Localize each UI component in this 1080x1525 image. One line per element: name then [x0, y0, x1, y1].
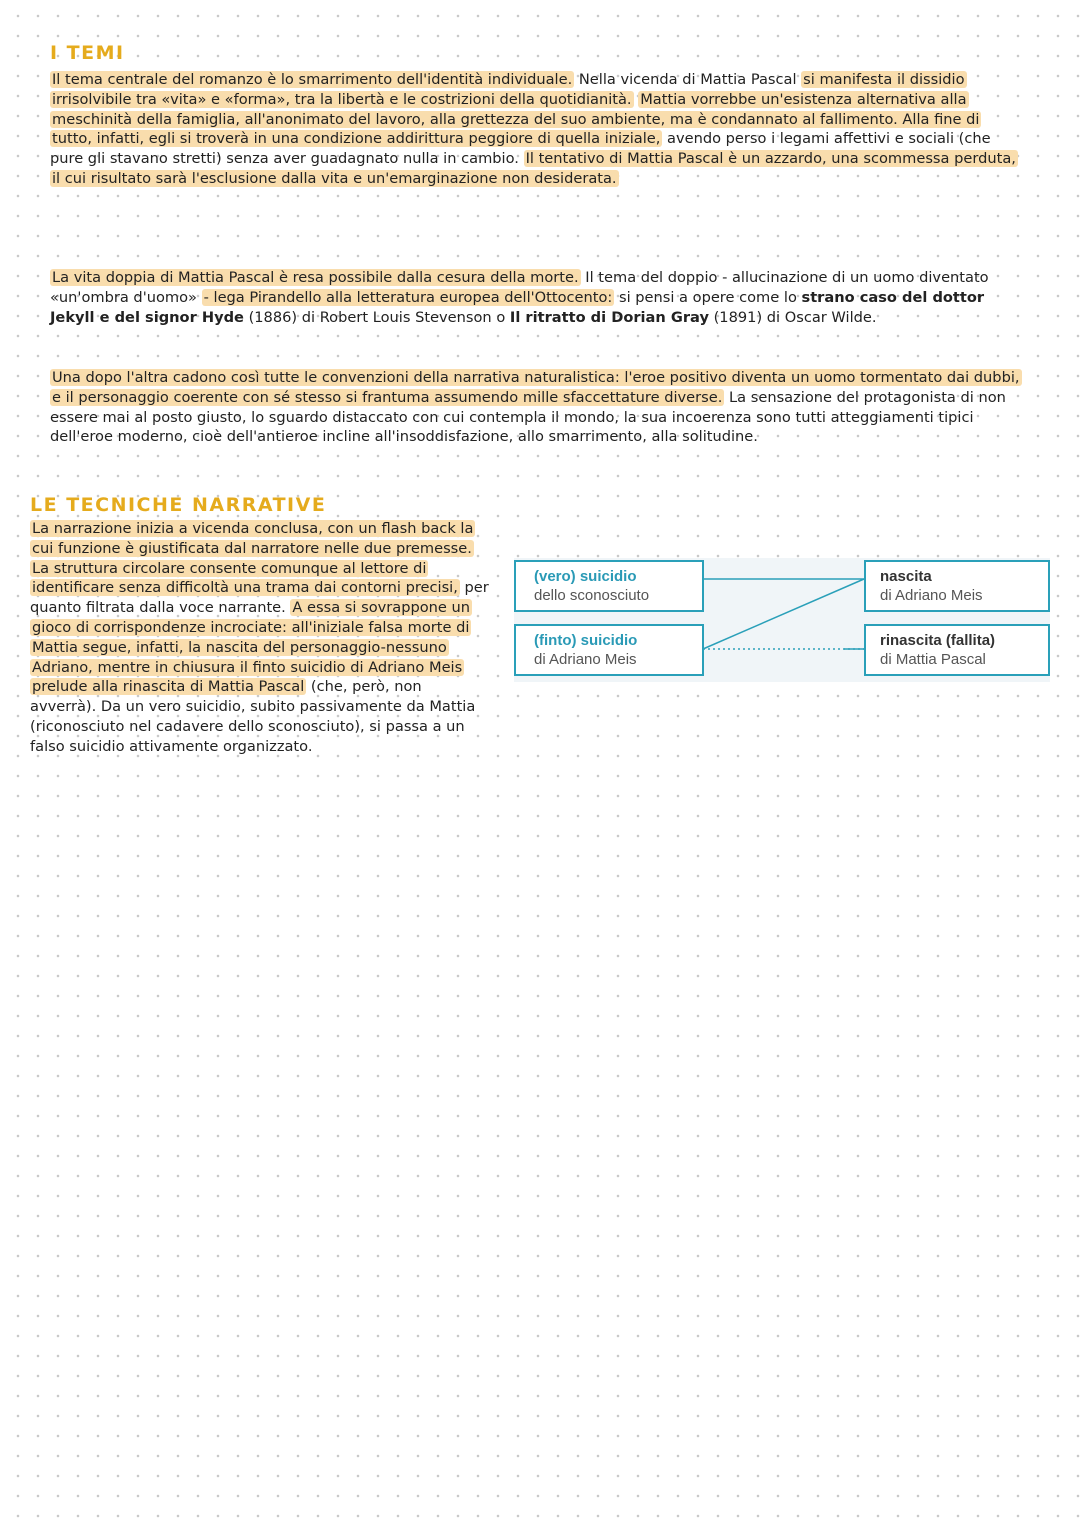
box-title: nascita: [880, 568, 932, 585]
box-nascita: [864, 560, 1050, 612]
text-segment: (che, però, non avverrà). Da un vero suicidio, subito passivamente da Mattia (riconosciuto nel cadavere dello sconosciuto), si passa a un falso suicidio attivamente organizzato.: [30, 678, 476, 755]
box-title: (vero) suicidio: [534, 568, 637, 585]
box-finto-suicidio: [514, 624, 704, 676]
text-segment: Il ritratto di Dorian Gray: [509, 308, 709, 326]
box-title: rinascita (fallita): [880, 632, 996, 649]
text-segment: Il tema del doppio - allucinazione di un uomo diventato «un'ombra d'uomo»: [50, 269, 989, 306]
box-vero-suicidio: [514, 560, 704, 612]
highlighted-text: Una dopo l'altra cadono così tutte le convenzioni della narrativa naturalistica: l'eroe positivo diventa un uomo tormentato dai dubbi, e il personaggio coerente con sé stesso si frantuma assumendo mille sfaccettature diverse.: [52, 369, 1020, 406]
box-rinascita: [864, 624, 1050, 676]
tecniche-paragraph: [30, 519, 492, 757]
temi-paragraph-2: [50, 268, 1020, 327]
highlighted-text: Il tema centrale del romanzo è lo smarrimento dell'identità individuale.: [52, 71, 573, 88]
highlighted-text: La vita doppia di Mattia Pascal è resa possibile dalla cesura della morte.: [52, 269, 579, 286]
box-subtitle: di Mattia Pascal: [880, 651, 986, 668]
connector-line-diagonal: [703, 579, 864, 649]
section-heading-tecniche: LE TECNICHE NARRATIVE: [30, 494, 327, 516]
box-subtitle: di Adriano Meis: [880, 587, 983, 604]
text-segment: per quanto filtrata dalla voce narrante.: [30, 579, 489, 617]
text-segment: (1886) di Robert Louis Stevenson o: [243, 308, 510, 326]
section-heading-temi: I TEMI: [50, 42, 125, 64]
box-title: (finto) suicidio: [534, 632, 638, 649]
highlighted-text: A essa si sovrappone un gioco di corrispondenze incrociate: all'iniziale falsa morte di Mattia segue, infatti, la nascita del personaggio-nessuno Adriano, mentre in chiusura il finto suicidio di Adriano Meis prelude alla rinascita di Mattia Pascal: [32, 599, 471, 696]
text-segment: La sensazione del protagonista di non essere mai al posto giusto, lo sguardo distaccato con cui contempla il mondo, la sua incoerenza sono tutti atteggiamenti tipici dell'eroe moderno, cioè dell'antieroe incline all'insoddisfazione, allo smarrimento, alla solitudine.: [50, 388, 1006, 446]
temi-paragraph-1: [50, 70, 1020, 189]
text-segment: avendo perso i legami affettivi e sociali (che pure gli stavano stretti) senza aver guadagnato nulla in cambio.: [50, 130, 991, 168]
box-subtitle: dello sconosciuto: [534, 587, 650, 604]
suicide-birth-diagram: [514, 558, 1050, 682]
highlighted-text: - lega Pirandello alla letteratura europea dell'Ottocento:: [203, 288, 613, 306]
highlighted-text: La narrazione inizia a vicenda conclusa, con un flash back la cui funzione è giustificata dal narratore nelle due premesse. La struttura circolare consente comunque al lettore di identificare senza difficoltà una trama dai contorni precisi,: [32, 520, 474, 597]
highlighted-text: Mattia vorrebbe un'esistenza alternativa alla meschinità della famiglia, all'anonimato del lavoro, alla grettezza del suo ambiente, ma è condannato al fallimento. Alla fine di tutto, infatti, egli si troverà in una condizione addirittura peggiore di quella iniziale,: [52, 90, 980, 148]
text-segment: si pensi a opere come lo: [614, 288, 802, 306]
text-segment: strano caso del dottor Jekyll e del signor Hyde: [50, 288, 985, 326]
box-subtitle: di Adriano Meis: [534, 651, 637, 668]
temi-paragraph-3: [50, 368, 1020, 447]
highlighted-text: Il tentativo di Mattia Pascal è un azzardo, una scommessa perduta, il cui risultato sarà l'esclusione dalla vita e un'emarginazione non desiderata.: [52, 150, 1016, 187]
text-segment: Nella vicenda di Mattia Pascal: [574, 71, 802, 88]
text-segment: (1891) di Oscar Wilde.: [708, 308, 877, 326]
highlighted-text: si manifesta il dissidio irrisolvibile tra «vita» e «forma», tra la libertà e le costrizioni della quotidianità.: [52, 71, 965, 108]
